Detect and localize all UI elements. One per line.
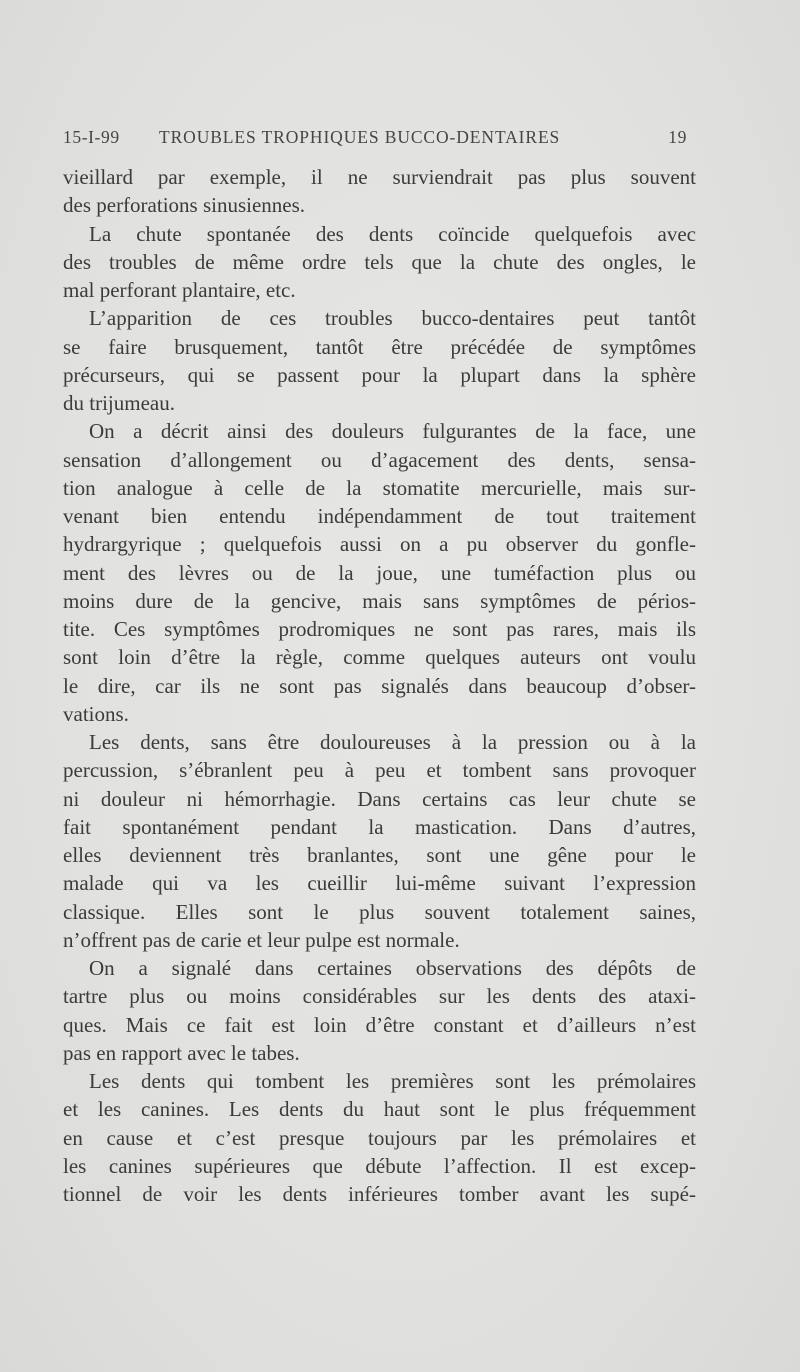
text-line: L’apparition de ces troubles bucco-dentaires peut tantôt — [89, 306, 696, 331]
text-line: venant bien entendu indépendamment de tout traitement — [63, 504, 696, 528]
text-line: du trijumeau. — [63, 391, 175, 415]
text-line: précurseurs, qui se passent pour la plupart dans la sphère — [63, 362, 696, 387]
header-title: TROUBLES TROPHIQUES BUCCO-DENTAIRES — [159, 127, 561, 147]
text-line: des perforations sinusiennes. — [63, 193, 306, 218]
text-line: ni douleur ni hémorrhagie. Dans certains cas leur chute se — [63, 786, 696, 811]
text-line: On a signalé dans certaines observations des dépôts de — [89, 956, 696, 980]
text-line: Les dents, sans être douloureuses à la pression ou à la — [89, 730, 696, 754]
text-line: sensation d’allongement ou d’agacement des dents, sensa- — [63, 447, 696, 472]
text-line: On a décrit ainsi des douleurs fulgurantes de la face, une — [89, 419, 696, 444]
text-line: tion analogue à celle de la stomatite mercurielle, mais sur- — [63, 475, 696, 500]
text-line: le dire, car ils ne sont pas signalés dans beaucoup d’obser- — [63, 673, 696, 698]
text-line: hydrargyrique ; quelquefois aussi on a pu observer du gonfle- — [63, 532, 696, 557]
text-line: malade qui va les cueillir lui-même suivant l’expression — [63, 871, 696, 896]
body-text — [63, 163, 696, 1208]
text-line: mal perforant plantaire, etc. — [63, 278, 296, 302]
text-line: ques. Mais ce fait est loin d’être constant et d’ailleurs n’est — [63, 1012, 696, 1037]
text-line: tartre plus ou moins considérables sur les dents des ataxi- — [63, 984, 696, 1009]
text-line: percussion, s’ébranlent peu à peu et tombent sans provoquer — [63, 758, 696, 783]
text-line: tionnel de voir les dents inférieures tomber avant les supé- — [63, 1182, 696, 1206]
text-line: moins dure de la gencive, mais sans symptômes de périos- — [63, 588, 696, 613]
text-line: les canines supérieures que débute l’affection. Il est excep- — [63, 1153, 696, 1178]
text-line: pas en rapport avec le tabes. — [63, 1040, 300, 1065]
text-line: vations. — [63, 701, 129, 726]
text-line: Les dents qui tombent les premières sont les prémolaires — [89, 1069, 696, 1093]
text-line: elles deviennent très branlantes, sont une gêne pour le — [63, 843, 696, 867]
text-line: en cause et c’est presque toujours par les prémolaires et — [63, 1125, 696, 1150]
text-line: tite. Ces symptômes prodromiques ne sont pas rares, mais ils — [63, 617, 696, 641]
text-line: sont loin d’être la règle, comme quelques auteurs ont voulu — [63, 645, 696, 670]
text-line: n’offrent pas de carie et leur pulpe est normale. — [63, 927, 460, 952]
text-line: fait spontanément pendant la mastication. Dans d’autres, — [63, 814, 696, 839]
text-line: des troubles de même ordre tels que la chute des ongles, le — [63, 249, 696, 274]
text-line: ment des lèvres ou de la joue, une tuméfaction plus ou — [63, 560, 696, 585]
text-line: classique. Elles sont le plus souvent totalement saines, — [63, 899, 696, 924]
header-date: 15-I-99 — [63, 127, 120, 147]
text-line: La chute spontanée des dents coïncide quelquefois avec — [89, 221, 696, 246]
running-header — [63, 127, 687, 157]
text-line: se faire brusquement, tantôt être précédée de symptômes — [63, 334, 696, 359]
page-number: 19 — [668, 127, 687, 147]
text-line: et les canines. Les dents du haut sont le plus fréquemment — [63, 1097, 696, 1122]
text-line: vieillard par exemple, il ne surviendrait pas plus souvent — [63, 165, 696, 189]
